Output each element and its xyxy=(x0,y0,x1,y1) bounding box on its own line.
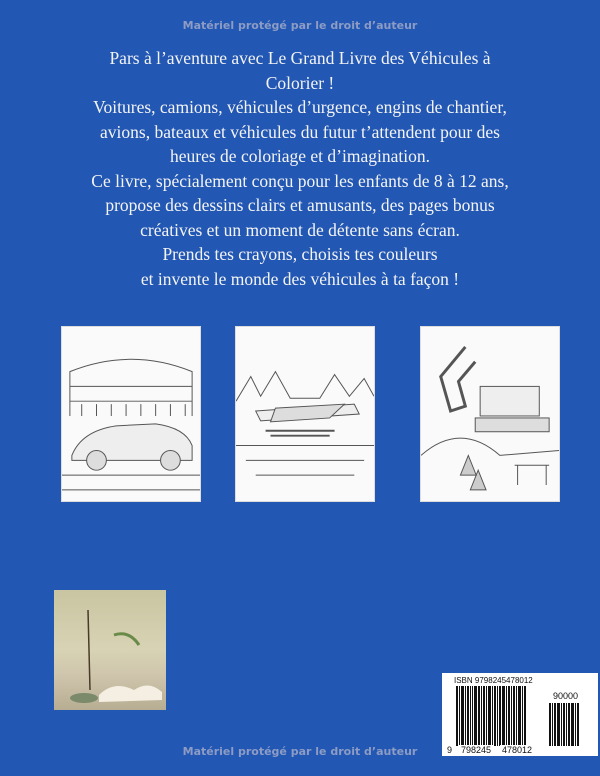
coloring-page-seaplane xyxy=(235,326,375,502)
barcode-bars-main xyxy=(456,686,540,746)
copyright-watermark-top: Matériel protégé par le droit d’auteur xyxy=(182,19,418,32)
blurb-line: propose des dessins clairs et amusants, des pages bonus xyxy=(105,195,495,215)
blurb-line: heures de coloriage et d’imagination. xyxy=(170,146,430,166)
coloring-page-car-colosseum xyxy=(61,326,201,502)
blurb-line: Prends tes crayons, choisis tes couleurs xyxy=(162,244,438,264)
barcode-digit-lead: 9 xyxy=(447,745,453,755)
blurb-line: créatives et un moment de détente sans écran. xyxy=(140,219,460,240)
blurb-line: Voitures, camions, véhicules d’urgence, engins de chantier, xyxy=(93,97,507,117)
open-book-photo xyxy=(54,590,166,710)
price-code: 90000 xyxy=(553,691,579,701)
copyright-watermark-bottom: Matériel protégé par le droit d’auteur xyxy=(182,745,418,758)
isbn-label: ISBN 9798245478012 xyxy=(454,676,533,685)
isbn-barcode xyxy=(442,673,598,756)
blurb-line: Pars à l’aventure avec Le Grand Livre des Véhicules à xyxy=(109,48,491,68)
barcode-digits-left: 798245 xyxy=(461,745,492,755)
blurb-line: et invente le monde des véhicules à ta façon ! xyxy=(140,268,460,289)
blurb-line: Ce livre, spécialement conçu pour les enfants de 8 à 12 ans, xyxy=(91,170,509,191)
barcode-digits-right: 478012 xyxy=(502,745,533,755)
coloring-page-excavator xyxy=(420,326,560,502)
barcode-bars-addon xyxy=(549,703,589,746)
blurb-line: avions, bateaux et véhicules du futur t’attendent pour des xyxy=(100,121,500,142)
back-cover-blurb xyxy=(40,46,560,291)
blurb-line: Colorier ! xyxy=(265,72,335,93)
